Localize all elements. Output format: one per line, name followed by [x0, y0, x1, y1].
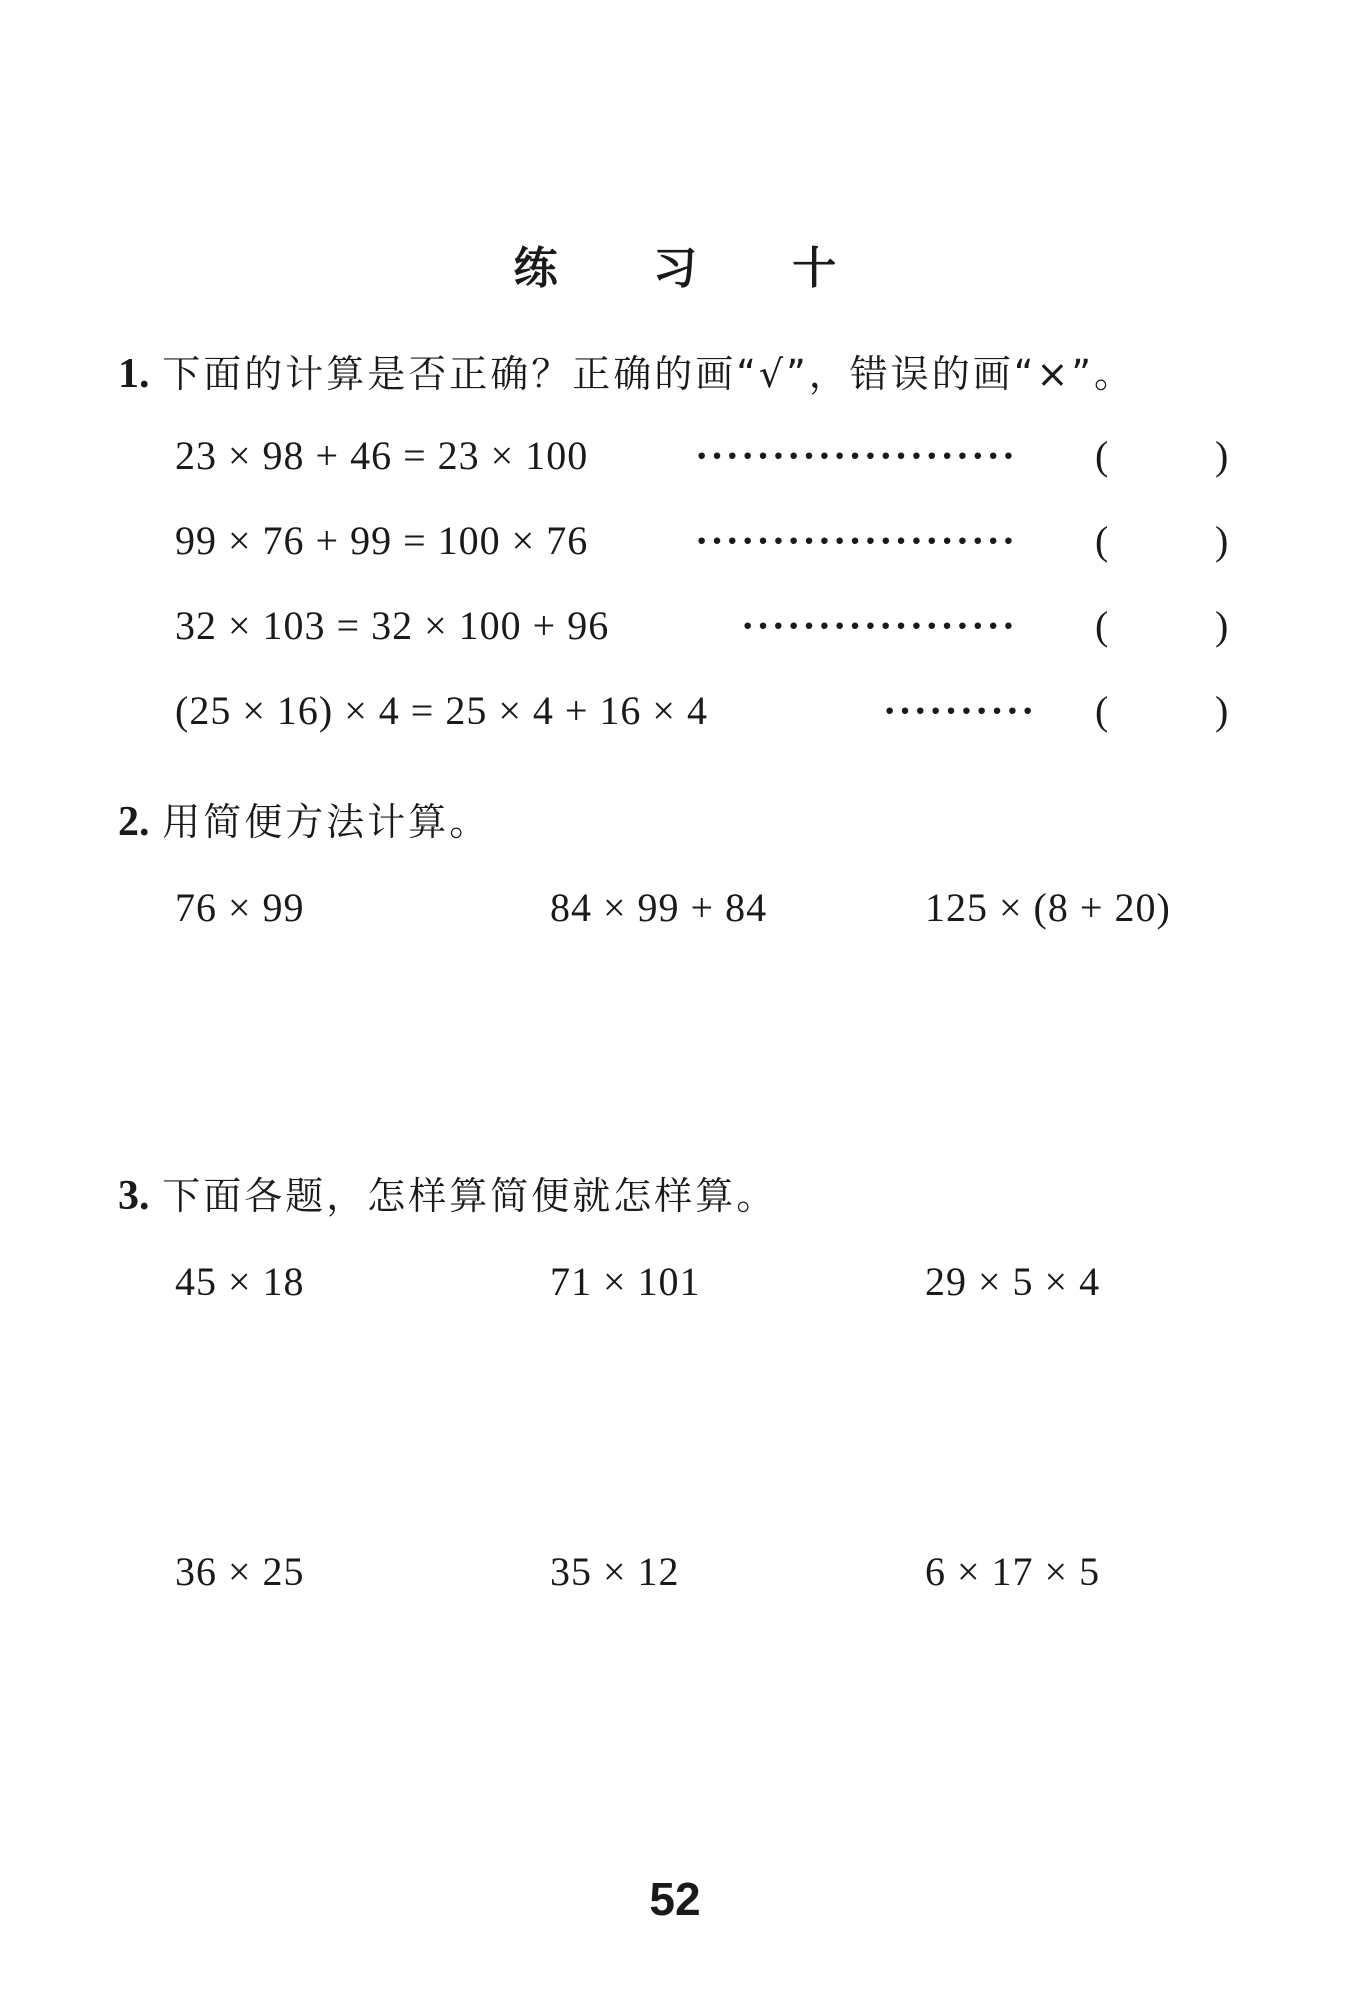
answer-paren-open: (: [1095, 433, 1109, 478]
calc-item: 71 × 101: [550, 1259, 701, 1304]
answer-paren-open: (: [1095, 688, 1109, 733]
answer-paren-close: ): [1215, 688, 1229, 733]
check-expression: 99 × 76 + 99 = 100 × 76: [175, 518, 589, 563]
calc-item: 29 × 5 × 4: [925, 1259, 1101, 1304]
answer-paren-close: ): [1215, 603, 1229, 648]
question-3-heading: [118, 1170, 777, 1222]
question-2-number: 2.: [118, 799, 150, 845]
calc-item: 35 × 12: [550, 1549, 680, 1594]
calc-item: 45 × 18: [175, 1259, 305, 1304]
calc-item: 76 × 99: [175, 885, 305, 930]
question-2-heading: [118, 796, 490, 848]
dot-leader: ··········: [883, 688, 1037, 733]
answer-paren-close: ): [1215, 518, 1229, 563]
answer-paren-open: (: [1095, 603, 1109, 648]
check-row-4: [175, 683, 1240, 739]
calc-item: 125 × (8 + 20): [925, 885, 1171, 930]
calc-item: 84 × 99 + 84: [550, 885, 768, 930]
question-3-number: 3.: [118, 1173, 150, 1219]
check-row-1: [175, 428, 1240, 484]
dot-leader: ·····················: [695, 518, 1018, 563]
question-1-number: 1.: [118, 351, 150, 397]
page-title: 练 习 十: [513, 243, 877, 294]
check-expression: 23 × 98 + 46 = 23 × 100: [175, 433, 589, 478]
question-3-text: 下面各题，怎样算简便就怎样算。: [162, 1174, 778, 1218]
check-expression: (25 × 16) × 4 = 25 × 4 + 16 × 4: [175, 688, 708, 733]
dot-leader: ··················: [741, 603, 1018, 648]
dot-leader: ·····················: [695, 433, 1018, 478]
question-2-text: 用简便方法计算。: [162, 800, 491, 844]
answer-paren-open: (: [1095, 518, 1109, 563]
page-number: 52: [649, 1873, 701, 1925]
check-row-2: [175, 513, 1240, 569]
question-1-text: 下面的计算是否正确？正确的画“√”，错误的画“×”。: [162, 352, 1136, 396]
calc-item: 6 × 17 × 5: [925, 1549, 1101, 1594]
check-expression: 32 × 103 = 32 × 100 + 96: [175, 603, 610, 648]
check-row-3: [175, 598, 1240, 654]
question-1-heading: [118, 348, 1135, 400]
calc-item: 36 × 25: [175, 1549, 305, 1594]
answer-paren-close: ): [1215, 433, 1229, 478]
